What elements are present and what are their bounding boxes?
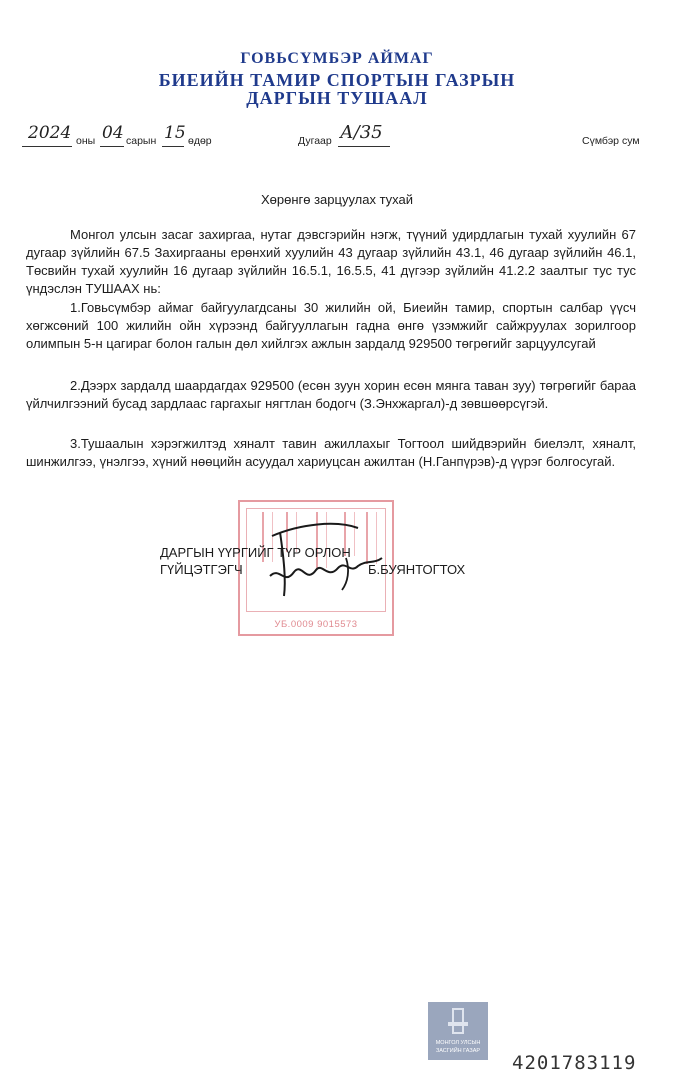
- soyombo-emblem-icon: [452, 1008, 464, 1034]
- soyombo-emblem-bar: [448, 1022, 468, 1026]
- number-underline: [338, 146, 390, 147]
- body-item-1: 1.Говьсүмбэр аймаг байгуулагдсаны 30 жилийн ой, Биеийн тамир, спортын салбар үүсч хөгжсөний 100 жилийн ойн хүрээнд байгууллагын гадна өнгө үзэмжийг сайжруулах зорилгоор олимпын 5-н цагираг болон галын дөл хийлгэх ажлын зардалд 929500 төгрөгийг зарцуулсугай: [26, 300, 636, 351]
- stamp-registration: УБ.0009 9015573: [274, 619, 358, 630]
- document-code: 4201783119: [512, 1052, 637, 1074]
- day-suffix: өдөр: [188, 135, 212, 147]
- month-suffix: сарын: [126, 135, 157, 147]
- handwritten-signature-icon: [250, 510, 390, 600]
- day-underline: [162, 146, 184, 147]
- signatory-title-line-2: ГҮЙЦЭТГЭГЧ: [160, 562, 243, 577]
- header-line-1: ГОВЬСҮМБЭР АЙМАГ: [240, 50, 434, 67]
- header-line-2: БИЕИЙН ТАМИР СПОРТЫН ГАЗРЫН: [158, 70, 516, 90]
- handwritten-day: 15: [164, 123, 186, 143]
- signatory-name: Б.БУЯНТОГТОХ: [368, 562, 466, 577]
- handwritten-year: 2024: [28, 123, 72, 143]
- body-item-2: 2.Дээрх зардалд шаардагдах 929500 (есөн зуун хорин есөн мянга таван зуу) төгрөгийг бараа үйлчилгээний бусад зардлаас гаргахыг нягтлан бодогч (З.Энхжаргал)-д зөвшөөрсүгэй.: [26, 378, 636, 411]
- body-item-3: 3.Тушаалын хэрэгжилтэд хяналт тавин ажиллахыг Тогтоол шийдвэрийн биелэлт, хяналт, шинжилгээ, үнэлгээ, хүний нөөцийн асуудал хариуцсан ажилтан (Н.Ганпүрэв)-д үүрэг болгосугай.: [26, 436, 636, 469]
- signatory-title-line-1: ДАРГЫН ҮҮРГИЙГ ТҮР ОРЛОН: [160, 545, 351, 560]
- handwritten-month: 04: [102, 123, 124, 143]
- year-suffix: оны: [76, 135, 96, 147]
- date-line: [22, 122, 652, 150]
- government-logo: [428, 1002, 488, 1060]
- document-subject: Хөрөнгө зарцуулах тухай: [260, 192, 414, 207]
- handwritten-number: А/35: [340, 122, 383, 143]
- year-underline: [22, 146, 72, 147]
- body-intro: Монгол улсын засаг захиргаа, нутаг дэвсгэрийн нэгж, түүний удирдлагын тухай хуулийн 67 дугаар зүйлийн 67.5 Захиргааны ерөнхий хуулийн 43 дугаар зүйлийн 43.1, 46 дугаар зүйлийн 46.1, Төсвийн тухай хуулийн 16 дугаар зүйлийн 16.5.1, 16.5.5, 41 дүгээр зүйлийн 41.2.2 заалтыг тус тус үндэслэн ТУШААХ нь:: [26, 227, 636, 296]
- place-text: Сүмбэр сум: [582, 135, 640, 147]
- logo-caption-line-1: МОНГОЛ УЛСЫН: [435, 1040, 481, 1046]
- logo-caption-line-2: ЗАСГИЙН ГАЗАР: [435, 1048, 481, 1054]
- month-underline: [100, 146, 124, 147]
- number-label: Дугаар: [298, 135, 332, 147]
- header-line-3: ДАРГЫН ТУШААЛ: [246, 88, 428, 108]
